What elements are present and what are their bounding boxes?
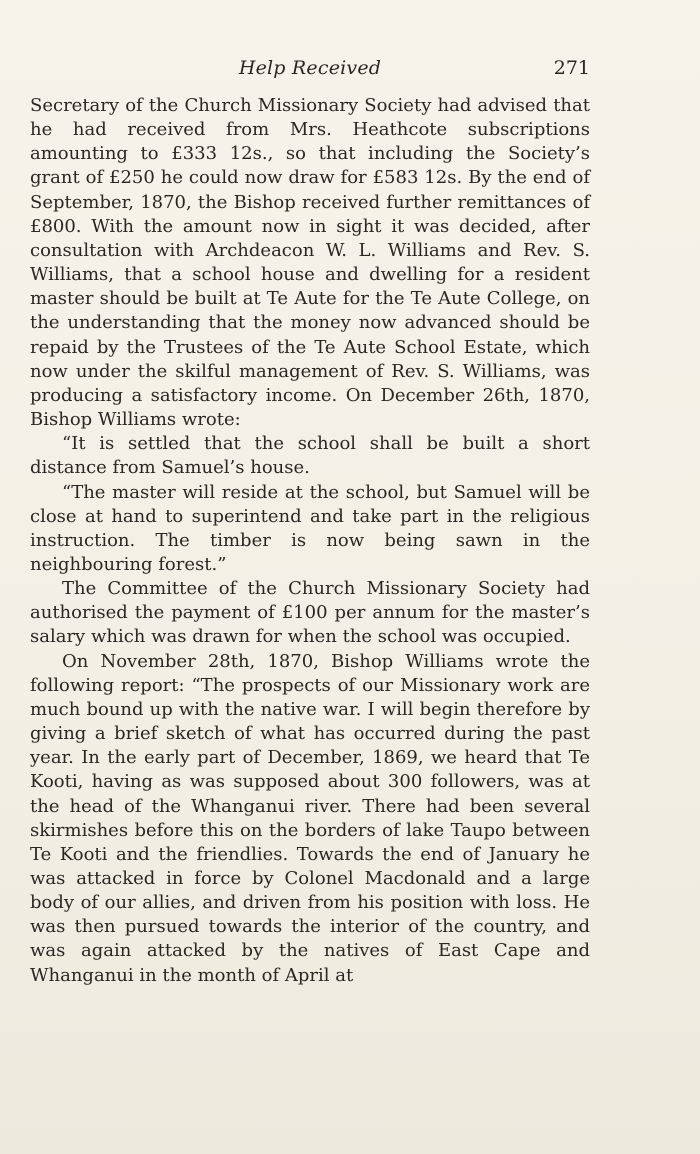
paragraph-committee: The Committee of the Church Missionary Society had authorised the payment of £100 per annum for the master’s salary which was drawn for when the school was occupied. — [30, 578, 590, 648]
running-title: Help Received — [238, 57, 382, 79]
paragraph-quote-2: “The master will reside at the school, but Samuel will be close at hand to superintend and take part in the religious instruction. The timber is now being sawn in the neighbouring forest.” — [30, 481, 590, 575]
page-header — [30, 54, 590, 82]
body-text — [30, 94, 590, 988]
paragraph-continued: Secretary of the Church Missionary Society had advised that he had received from Mrs. Heathcote subscriptions amounting to £333 12s., so that including the Society’s grant of £250 he could now draw for £583 12s. By the end of September, 1870, the Bishop received further remittances of £800. With the amount now in sight it was decided, after consultation with Archdeacon W. L. Williams and Rev. S. Williams, that a school house and dwelling for a resident master should be built at Te Aute for the Te Aute College, on the understanding that the money now advanced should be repaid by the Trustees of the Te Aute School Estate, which now under the skilful management of Rev. S. Williams, was producing a satisfactory income. On December 26th, 1870, Bishop Williams wrote: — [30, 95, 590, 431]
paragraph-report: On November 28th, 1870, Bishop Williams wrote the following report: “The prospects of our Missionary work are much bound up with the native war. I will begin therefore by giving a brief sketch of what has occurred during the past year. In the early part of December, 1869, we heard that Te Kooti, having as was supposed about 300 followers, was at the head of the Whanganui river. There had been several skirmishes before this on the borders of lake Taupo between Te Kooti and the friendlies. Towards the end of January he was attacked in force by Colonel Macdonald and a large body of our allies, and driven from his position with loss. He was then pursued towards the interior of the country, and was again attacked by the natives of East Cape and Whanganui in the month of April at — [30, 650, 590, 986]
page-number: 271 — [553, 57, 590, 79]
paragraph-quote-1: “It is settled that the school shall be built a short distance from Samuel’s house. — [30, 433, 590, 479]
